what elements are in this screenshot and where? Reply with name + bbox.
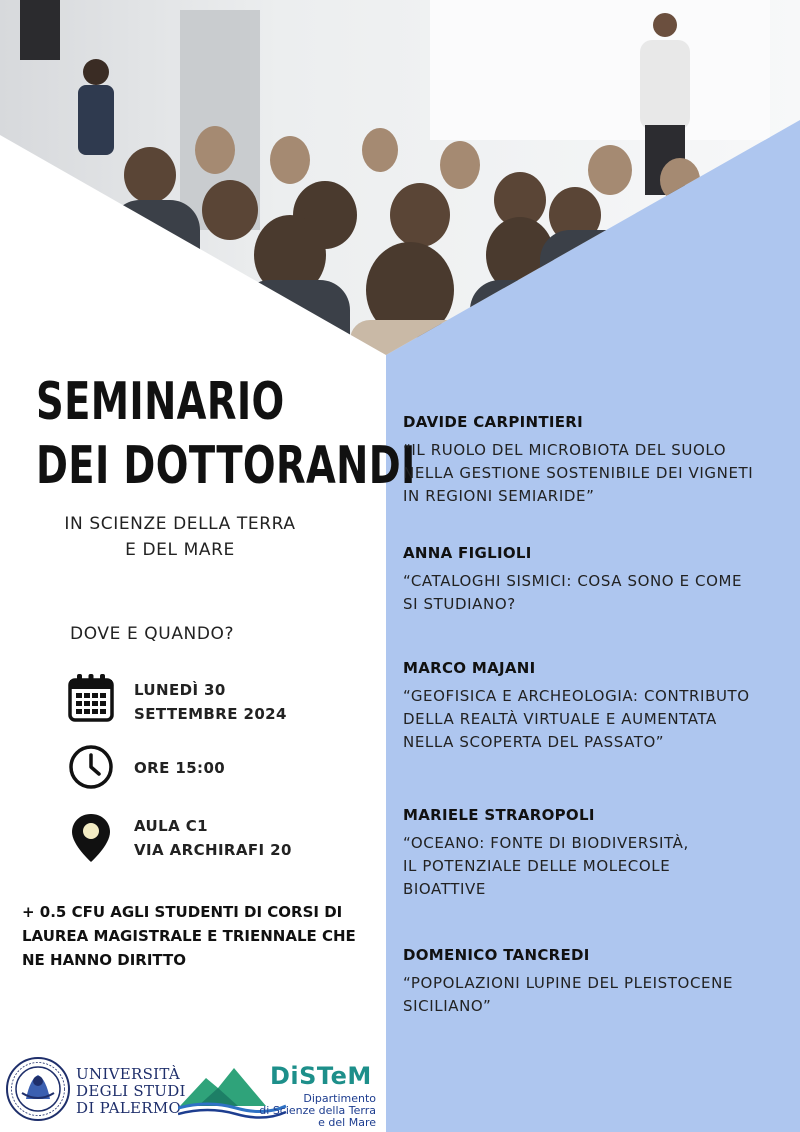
event-date-line-1: LUNEDÌ 30 — [134, 681, 226, 699]
talk-title-line: “IL RUOLO DEL MICROBIOTA DEL SUOLO — [403, 441, 727, 459]
speaker-name: MARCO MAJANI — [403, 659, 536, 677]
speaker-name: MARIELE STRAROPOLI — [403, 806, 595, 824]
university-name-line-1: UNIVERSITÀ — [76, 1065, 180, 1083]
speaker-block — [403, 542, 783, 616]
clock-icon — [68, 744, 114, 790]
talk-title-line: “CATALOGHI SISMICI: COSA SONO E COME — [403, 572, 743, 590]
title-line-1: SEMINARIO — [36, 372, 285, 432]
talk-title-line: “OCEANO: FONTE DI BIODIVERSITÀ, — [403, 834, 689, 852]
speaker-block — [403, 411, 783, 508]
department-full-name — [236, 1093, 376, 1129]
university-name-line-2: DEGLI STUDI — [76, 1082, 186, 1100]
talk-title-line: IN REGIONI SEMIARIDE” — [403, 487, 595, 505]
university-name — [76, 1066, 186, 1117]
event-place — [134, 814, 292, 862]
location-pin-icon — [70, 812, 112, 864]
talk-title-line: “GEOFISICA E ARCHEOLOGIA: CONTRIBUTO — [403, 687, 750, 705]
seminar-title — [36, 370, 416, 498]
speaker-name: DOMENICO TANCREDI — [403, 946, 590, 964]
talk-title — [403, 570, 783, 616]
speaker-block — [403, 944, 783, 1018]
talk-title-line: NELLA GESTIONE SOSTENIBILE DEI VIGNETI — [403, 464, 754, 482]
speaker-block — [403, 657, 783, 754]
talk-title — [403, 972, 783, 1018]
department-line-1: Dipartimento — [303, 1092, 376, 1105]
seminar-audience-photo — [0, 0, 800, 355]
talk-title-line: “POPOLAZIONI LUPINE DEL PLEISTOCENE — [403, 974, 734, 992]
event-date — [134, 678, 287, 726]
event-place-line-2: VIA ARCHIRAFI 20 — [134, 841, 292, 859]
subtitle-line-2: E DEL MARE — [125, 540, 235, 560]
talk-title-line: SI STUDIANO? — [403, 595, 516, 613]
event-time: ORE 15:00 — [134, 759, 226, 777]
talk-title-line: NELLA SCOPERTA DEL PASSATO” — [403, 733, 665, 751]
department-name: DiSTeM — [270, 1062, 372, 1090]
talk-title-line: IL POTENZIALE DELLE MOLECOLE — [403, 857, 671, 875]
talk-title — [403, 832, 783, 901]
seminar-subtitle — [30, 511, 330, 563]
speaker-name: DAVIDE CARPINTIERI — [403, 413, 584, 431]
talk-title-line: BIOATTIVE — [403, 880, 486, 898]
cfu-note: + 0.5 CFU AGLI STUDENTI DI CORSI DI LAUREA MAGISTRALE E TRIENNALE CHE NE HANNO DIRITTO — [22, 903, 356, 969]
university-name-line-3: DI PALERMO — [76, 1099, 182, 1117]
title-line-2: DEI DOTTORANDI — [36, 436, 416, 496]
event-place-line-1: AULA C1 — [134, 817, 208, 835]
department-line-3: e del Mare — [318, 1116, 376, 1129]
university-seal-logo — [4, 1055, 72, 1123]
talk-title — [403, 685, 783, 754]
speaker-block — [403, 804, 783, 901]
talk-title — [403, 439, 783, 508]
where-when-heading: DOVE E QUANDO? — [70, 624, 235, 644]
speaker-name: ANNA FIGLIOLI — [403, 544, 532, 562]
department-line-2: di Scienze della Terra — [259, 1104, 376, 1117]
talk-title-line: SICILIANO” — [403, 997, 492, 1015]
talk-title-line: DELLA REALTÀ VIRTUALE E AUMENTATA — [403, 710, 717, 728]
calendar-icon — [68, 672, 114, 722]
subtitle-line-1: IN SCIENZE DELLA TERRA — [64, 514, 296, 534]
event-date-line-2: SETTEMBRE 2024 — [134, 705, 287, 723]
